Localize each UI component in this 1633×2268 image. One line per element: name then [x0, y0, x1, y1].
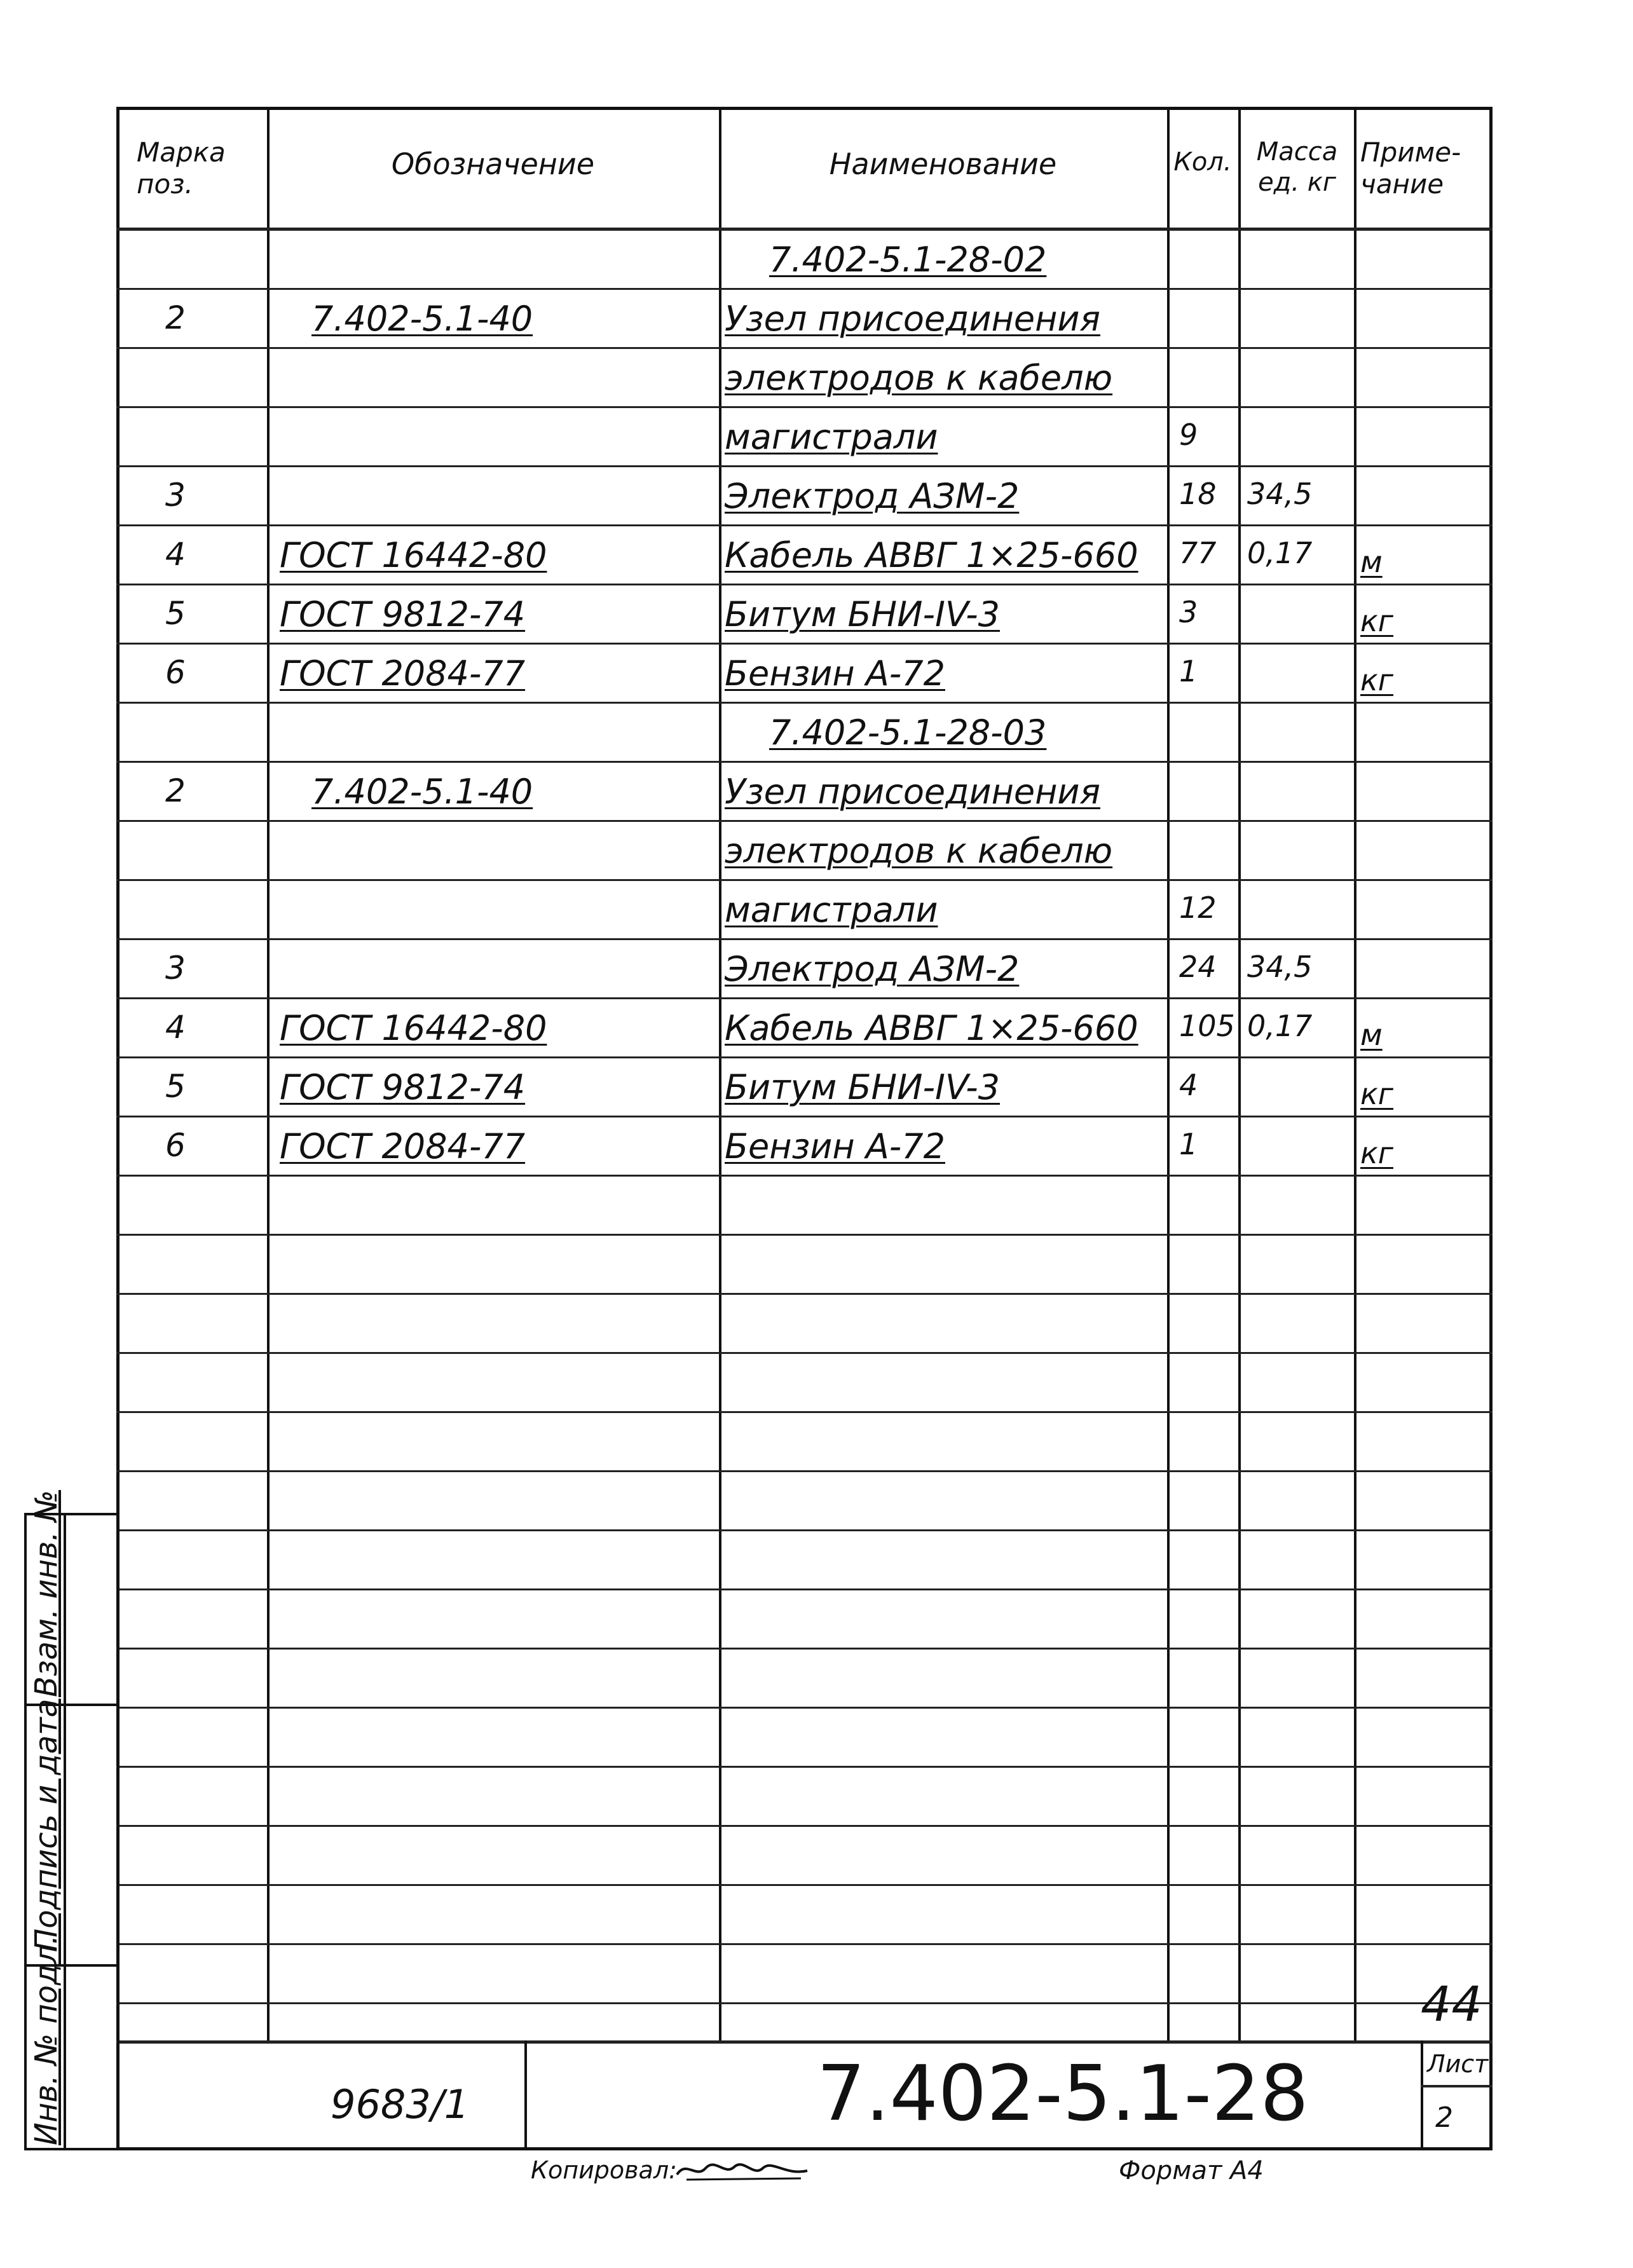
row-name: Битум БНИ-IV-3 [725, 594, 1001, 634]
row-line [116, 702, 1493, 704]
row-position: 3 [165, 950, 186, 987]
row-line [116, 938, 1493, 940]
row-quantity: 18 [1179, 477, 1217, 511]
sheet-label-divider [1421, 2085, 1493, 2087]
row-line [116, 643, 1493, 645]
row-name: 7.402-5.1-28-03 [769, 713, 1047, 753]
sheet-label: Лист [1427, 2050, 1489, 2078]
row-mass: 0,17 [1247, 536, 1313, 570]
row-designation: 7.402-5.1-40 [311, 772, 533, 812]
row-name: Битум БНИ-IV-3 [725, 1067, 1001, 1107]
document-code: 7.402-5.1-28 [817, 2050, 1309, 2138]
row-note: кг [1360, 1077, 1393, 1111]
row-position: 2 [165, 772, 186, 809]
row-position: 3 [165, 477, 186, 514]
row-line [116, 524, 1493, 526]
row-quantity: 105 [1179, 1009, 1235, 1043]
row-line [116, 406, 1493, 408]
sheet-number: 2 [1435, 2101, 1453, 2134]
row-line [116, 1293, 1493, 1295]
row-designation: ГОСТ 9812-74 [280, 594, 526, 634]
handwritten-page-number: 44 [1421, 1976, 1482, 2032]
col-divider-2 [719, 108, 721, 2040]
row-name: магистрали [725, 890, 938, 930]
row-note: м [1360, 545, 1383, 579]
col-divider-3 [1167, 108, 1170, 2040]
row-line [116, 761, 1493, 763]
side-label-replace-inv: Взам. инв. № [29, 1490, 64, 1697]
archive-number: 9683/1 [331, 2081, 470, 2128]
row-name: Кабель АВВГ 1×25-660 [725, 1008, 1138, 1048]
copier-signature [674, 2157, 814, 2186]
row-line [116, 1234, 1493, 1236]
row-line [116, 2002, 1493, 2004]
row-line [116, 288, 1493, 290]
copier-signature-scribble [674, 2157, 814, 2182]
row-line [116, 1056, 1493, 1058]
row-line [116, 1529, 1493, 1531]
row-mass: 0,17 [1247, 1009, 1313, 1043]
col-divider-4 [1238, 108, 1241, 2040]
row-line [116, 1943, 1493, 1945]
row-quantity: 3 [1179, 595, 1198, 629]
row-position: 4 [165, 1009, 186, 1046]
row-designation: ГОСТ 16442-80 [280, 535, 547, 575]
row-quantity: 1 [1179, 654, 1198, 688]
row-name: Кабель АВВГ 1×25-660 [725, 535, 1138, 575]
title-block-divider-2 [1421, 2040, 1423, 2150]
row-line [116, 465, 1493, 467]
title-block-top [116, 2040, 1493, 2044]
row-name: 7.402-5.1-28-02 [769, 240, 1047, 280]
row-name: Бензин А-72 [725, 653, 945, 693]
row-mass: 34,5 [1247, 477, 1313, 511]
row-line [116, 1470, 1493, 1472]
header-mass: Масса ед. кг [1256, 137, 1338, 197]
header-mark: Марка поз. [137, 137, 226, 200]
row-name: магистрали [725, 417, 938, 457]
row-line [116, 584, 1493, 585]
header-designation: Обозначение [391, 147, 595, 181]
copied-by-label: Копировал: [531, 2156, 677, 2184]
row-position: 5 [165, 595, 186, 632]
col-divider-5 [1354, 108, 1356, 2040]
row-note: м [1360, 1018, 1383, 1052]
header-divider [116, 228, 1493, 231]
side-label-signature: Подпись и дата [29, 1698, 64, 1951]
row-line [116, 1825, 1493, 1827]
format-label: Формат А4 [1119, 2156, 1264, 2185]
row-quantity: 4 [1179, 1068, 1198, 1102]
row-designation: ГОСТ 16442-80 [280, 1008, 547, 1048]
row-designation: ГОСТ 2084-77 [280, 1126, 526, 1166]
row-designation: ГОСТ 9812-74 [280, 1067, 526, 1107]
row-name: Бензин А-72 [725, 1126, 945, 1166]
row-line [116, 997, 1493, 999]
title-block-divider-1 [524, 2040, 527, 2150]
row-line [116, 820, 1493, 822]
row-position: 5 [165, 1068, 186, 1105]
row-quantity: 24 [1179, 950, 1217, 984]
header-note: Приме- чание [1360, 137, 1461, 200]
side-label-inv-orig: Инв. № подл. [29, 1934, 64, 2145]
row-mass: 34,5 [1247, 950, 1313, 984]
row-line [116, 347, 1493, 349]
row-name: Узел присоединения [725, 772, 1100, 812]
row-name: Электрод АЗМ-2 [725, 949, 1020, 989]
row-position: 4 [165, 536, 186, 573]
row-line [116, 1116, 1493, 1117]
row-name: Узел присоединения [725, 299, 1100, 339]
row-line [116, 1766, 1493, 1768]
header-qty: Кол. [1173, 147, 1232, 177]
row-line [116, 1648, 1493, 1650]
row-position: 6 [165, 1127, 186, 1164]
row-line [116, 1352, 1493, 1354]
row-note: кг [1360, 1136, 1393, 1170]
row-line [116, 879, 1493, 881]
col-divider-1 [267, 108, 270, 2040]
row-name: электродов к кабелю [725, 831, 1113, 871]
row-position: 6 [165, 654, 186, 691]
row-name: электродов к кабелю [725, 358, 1113, 398]
row-line [116, 1588, 1493, 1590]
row-name: Электрод АЗМ-2 [725, 476, 1020, 516]
row-note: кг [1360, 663, 1393, 697]
row-position: 2 [165, 299, 186, 336]
row-line [116, 1884, 1493, 1886]
row-quantity: 1 [1179, 1127, 1198, 1161]
row-line [116, 1411, 1493, 1413]
row-note: кг [1360, 604, 1393, 638]
header-name: Наименование [829, 147, 1057, 181]
row-quantity: 77 [1179, 536, 1217, 570]
row-designation: ГОСТ 2084-77 [280, 653, 526, 693]
row-quantity: 9 [1179, 418, 1198, 452]
row-line [116, 1707, 1493, 1709]
row-line [116, 1175, 1493, 1177]
row-designation: 7.402-5.1-40 [311, 299, 533, 339]
row-quantity: 12 [1179, 891, 1217, 925]
